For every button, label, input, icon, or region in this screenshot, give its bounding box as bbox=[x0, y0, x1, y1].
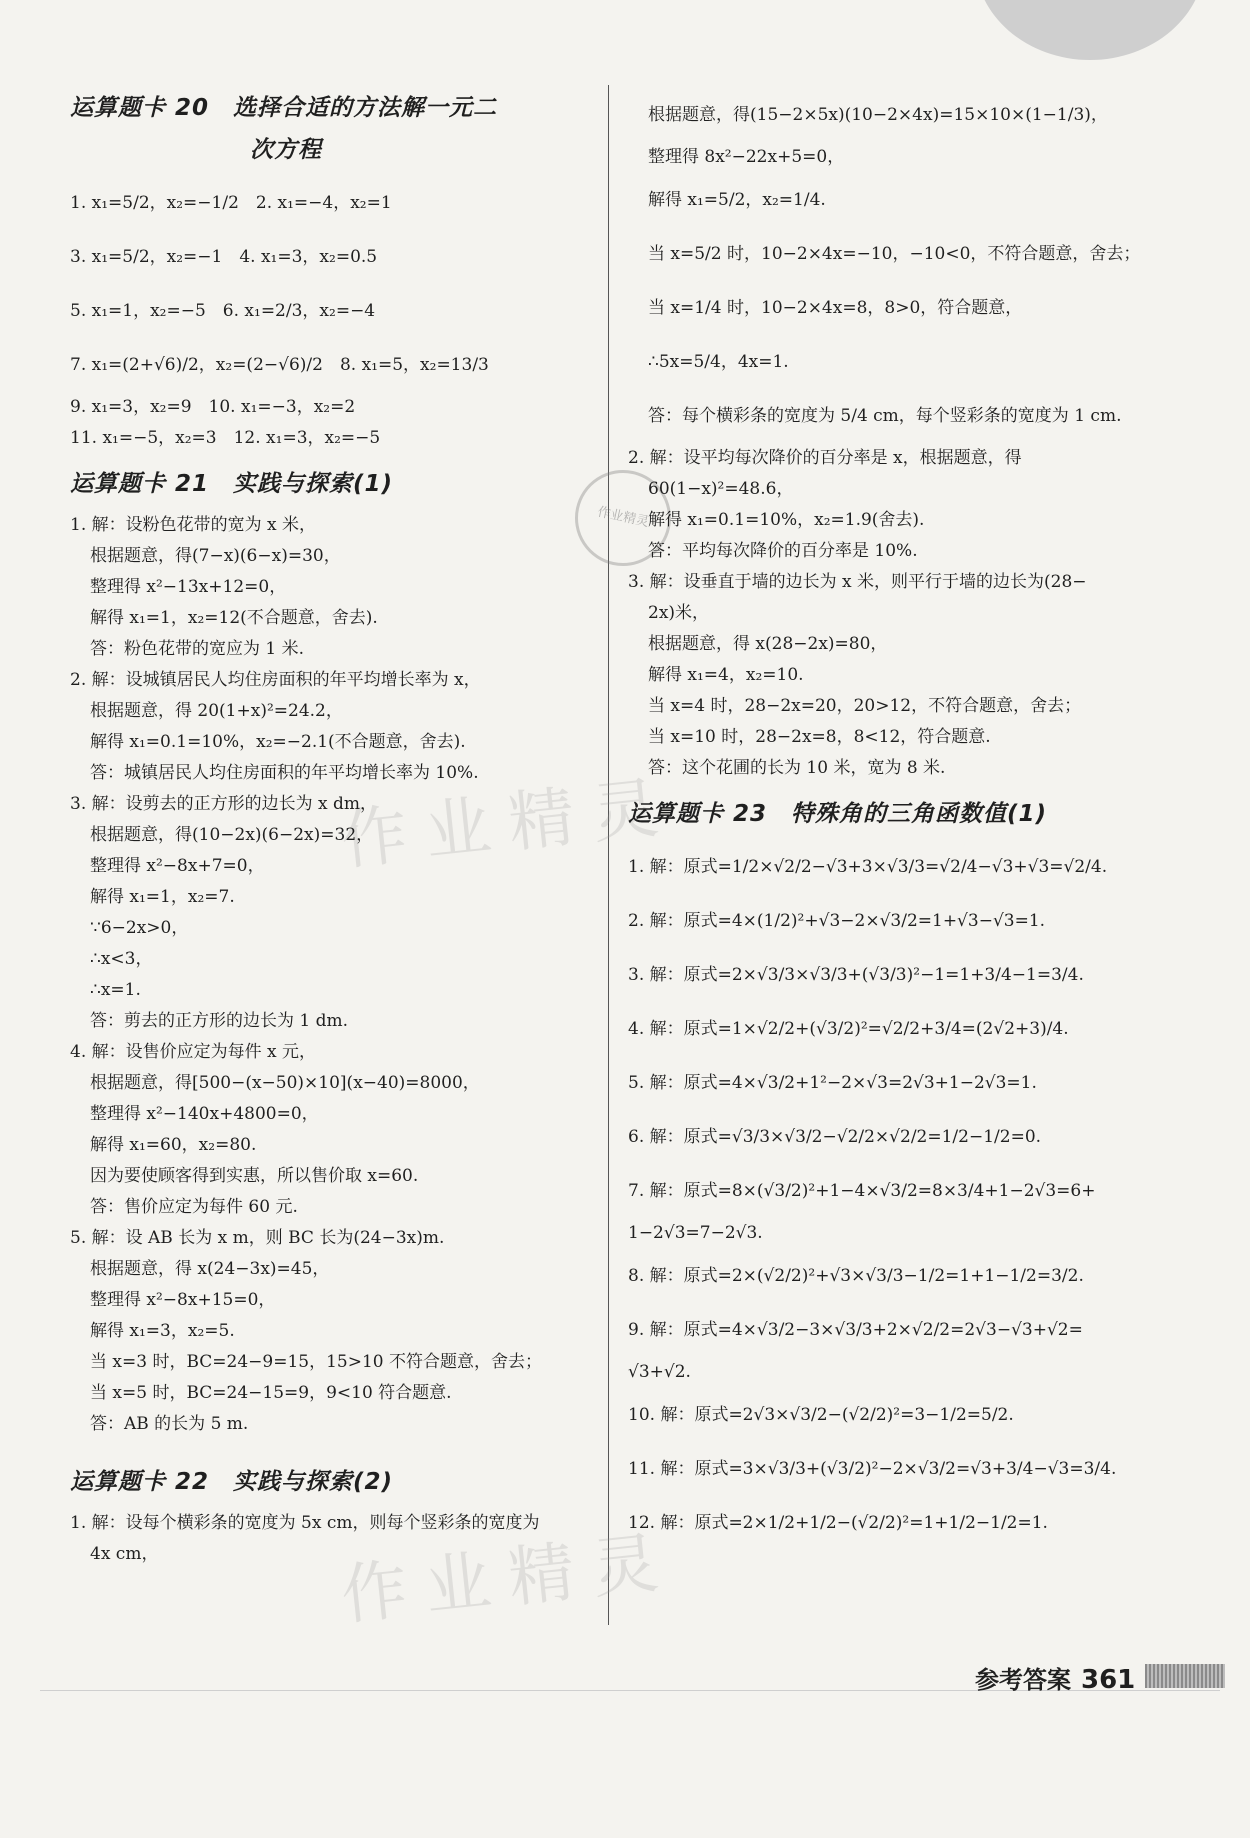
footer-label bbox=[975, 1660, 1135, 1695]
answer-line: 60(1−x)²=48.6， bbox=[648, 479, 794, 499]
answer-line: 9. x₁=3，x₂=9 10. x₁=−3，x₂=2 bbox=[70, 397, 356, 417]
left-column bbox=[70, 88, 600, 1570]
answer-line: 1. 解：原式=1/2×√2/2−√3+3×√3/3=√2/4−√3+√3=√2/4. bbox=[628, 857, 1108, 877]
answer-list-23 bbox=[628, 840, 1208, 1550]
answer-line: 解得 x₁=0.1=10%，x₂=−2.1(不合题意，舍去). bbox=[90, 732, 466, 752]
answer-line: 2. 解：设城镇居民人均住房面积的年平均增长率为 x， bbox=[70, 670, 481, 690]
answer-line: 当 x=3 时，BC=24−9=15，15>10 不符合题意，舍去； bbox=[90, 1352, 542, 1372]
answer-line: 因为要使顾客得到实惠，所以售价取 x=60. bbox=[90, 1166, 419, 1186]
answer-line: 答：这个花圃的长为 10 米，宽为 8 米. bbox=[648, 758, 946, 778]
answer-line: 根据题意，得 x(28−2x)=80， bbox=[648, 634, 888, 654]
answer-line: 整理得 x²−8x+7=0， bbox=[90, 856, 265, 876]
answer-line: 1. 解：设粉色花带的宽为 x 米， bbox=[70, 515, 317, 535]
answer-line: 根据题意，得(15−2×5x)(10−2×4x)=15×10×(1−1/3)， bbox=[648, 105, 1108, 125]
answer-line: 答：剪去的正方形的边长为 1 dm. bbox=[90, 1011, 349, 1031]
answer-line: 当 x=5/2 时，10−2×4x=−10，−10<0，不符合题意，舍去； bbox=[648, 244, 1141, 264]
answer-line: 当 x=5 时，BC=24−15=9，9<10 符合题意. bbox=[90, 1383, 452, 1403]
column-divider bbox=[608, 85, 609, 1625]
answer-line: 答：售价应定为每件 60 元. bbox=[90, 1197, 298, 1217]
answer-line: 当 x=10 时，28−2x=8，8<12，符合题意. bbox=[648, 727, 991, 747]
answer-line: 根据题意，得 x(24−3x)=45， bbox=[90, 1259, 330, 1279]
section-title-text: 运算题卡 20 选择合适的方法解一元二 bbox=[70, 95, 498, 121]
answer-line: 3. 解：设剪去的正方形的边长为 x dm， bbox=[70, 794, 378, 814]
answer-line: ∴5x=5/4，4x=1. bbox=[648, 352, 789, 372]
answer-line: 12. 解：原式=2×1/2+1/2−(√2/2)²=1+1/2−1/2=1. bbox=[628, 1513, 1048, 1533]
answer-line: 2. 解：原式=4×(1/2)²+√3−2×√3/2=1+√3−√3=1. bbox=[628, 911, 1046, 931]
answer-line: 根据题意，得(10−2x)(6−2x)=32， bbox=[90, 825, 374, 845]
answer-line: 答：粉色花带的宽应为 1 米. bbox=[90, 639, 305, 659]
answer-line: 解得 x₁=5/2，x₂=1/4. bbox=[648, 190, 826, 210]
section-title-20 bbox=[70, 92, 600, 166]
answer-line: 当 x=4 时，28−2x=20，20>12，不符合题意，舍去； bbox=[648, 696, 1082, 716]
answer-line: 11. 解：原式=3×√3/3+(√3/2)²−2×√3/2=√3+3/4−√3=3/4. bbox=[628, 1459, 1117, 1479]
answer-line: 11. x₁=−5，x₂=3 12. x₁=3，x₂=−5 bbox=[70, 428, 381, 448]
answer-line: 根据题意，得 20(1+x)²=24.2， bbox=[90, 701, 343, 721]
answer-line: 8. 解：原式=2×(√2/2)²+√3×√3/3−1/2=1+1−1/2=3/2. bbox=[628, 1266, 1084, 1286]
section-title-23: 运算题卡 23 特殊角的三角函数值(1) bbox=[628, 801, 1048, 827]
answer-line: 7. 解：原式=8×(√3/2)²+1−4×√3/2=8×3/4+1−2√3=6+ bbox=[628, 1181, 1096, 1201]
footer-label-text: 参考答案 bbox=[975, 1666, 1071, 1694]
answer-line: 解得 x₁=4，x₂=10. bbox=[648, 665, 804, 685]
answer-line: 答：每个横彩条的宽度为 5/4 cm，每个竖彩条的宽度为 1 cm. bbox=[648, 406, 1122, 426]
watermark-text: 作业精灵 bbox=[337, 1522, 680, 1635]
watermark-stamp: 作业精灵 bbox=[566, 461, 680, 575]
answer-line: 3. 解：原式=2×√3/3×√3/3+(√3/3)²−1=1+3/4−1=3/4. bbox=[628, 965, 1084, 985]
corner-decoration bbox=[975, 0, 1205, 60]
answer-line: 解得 x₁=1，x₂=7. bbox=[90, 887, 235, 907]
answer-line: 2x)米， bbox=[648, 603, 710, 623]
answer-line: 1. 解：设每个横彩条的宽度为 5x cm，则每个竖彩条的宽度为 bbox=[70, 1513, 540, 1533]
answer-line: 1. x₁=5/2，x₂=−1/2 2. x₁=−4，x₂=1 bbox=[70, 193, 392, 213]
answer-line: 解得 x₁=3，x₂=5. bbox=[90, 1321, 235, 1341]
answer-line: 9. 解：原式=4×√3/2−3×√3/3+2×√2/2=2√3−√3+√2= bbox=[628, 1320, 1083, 1340]
answer-line: 答：城镇居民人均住房面积的年平均增长率为 10%. bbox=[90, 763, 479, 783]
answer-line: 10. 解：原式=2√3×√3/2−(√2/2)²=3−1/2=5/2. bbox=[628, 1405, 1014, 1425]
answer-line: 1−2√3=7−2√3. bbox=[628, 1223, 763, 1243]
answer-line: 整理得 x²−140x+4800=0， bbox=[90, 1104, 319, 1124]
answer-line: 答：AB 的长为 5 m. bbox=[90, 1414, 249, 1434]
answer-line: 根据题意，得(7−x)(6−x)=30， bbox=[90, 546, 341, 566]
answer-line: ∴x=1. bbox=[90, 980, 141, 1000]
answer-line: 解得 x₁=60，x₂=80. bbox=[90, 1135, 257, 1155]
answer-line: 解得 x₁=1，x₂=12(不合题意，舍去). bbox=[90, 608, 378, 628]
answer-line: 整理得 8x²−22x+5=0， bbox=[648, 147, 845, 167]
section-title-22: 运算题卡 22 实践与探索(2) bbox=[70, 1469, 394, 1495]
answer-line: 6. 解：原式=√3/3×√3/2−√2/2×√2/2=1/2−1/2=0. bbox=[628, 1127, 1042, 1147]
answer-line: √3+√2. bbox=[628, 1362, 691, 1382]
answer-line: 5. x₁=1，x₂=−5 6. x₁=2/3，x₂=−4 bbox=[70, 301, 376, 321]
answer-line: 当 x=1/4 时，10−2×4x=8，8>0，符合题意， bbox=[648, 298, 1023, 318]
watermark-text: 作业精灵 bbox=[337, 767, 680, 880]
answer-list-22-cont bbox=[628, 88, 1208, 784]
section-title-21: 运算题卡 21 实践与探索(1) bbox=[70, 471, 394, 497]
footer-bar bbox=[1145, 1664, 1225, 1688]
answer-line: 4. 解：原式=1×√2/2+(√3/2)²=√2/2+3/4=(2√2+3)/4. bbox=[628, 1019, 1069, 1039]
answer-line: 5. 解：原式=4×√3/2+1²−2×√3=2√3+1−2√3=1. bbox=[628, 1073, 1037, 1093]
answer-line: 整理得 x²−8x+15=0， bbox=[90, 1290, 276, 1310]
answer-line: 3. 解：设垂直于墙的边长为 x 米，则平行于墙的边长为(28− bbox=[628, 572, 1087, 592]
answer-line: 根据题意，得[500−(x−50)×10](x−40)=8000， bbox=[90, 1073, 480, 1093]
answer-line: 3. x₁=5/2，x₂=−1 4. x₁=3，x₂=0.5 bbox=[70, 247, 378, 267]
answer-line: 7. x₁=(2+√6)/2，x₂=(2−√6)/2 8. x₁=5，x₂=13/3 bbox=[70, 355, 489, 375]
answer-line: ∵6−2x>0， bbox=[90, 918, 189, 938]
answer-list-22 bbox=[70, 1508, 600, 1570]
page-number: 361 bbox=[1081, 1665, 1136, 1695]
answer-line: ∴x<3， bbox=[90, 949, 153, 969]
answer-line: 2. 解：设平均每次降价的百分率是 x，根据题意，得 bbox=[628, 448, 1022, 468]
answer-line: 解得 x₁=0.1=10%，x₂=1.9(舍去). bbox=[648, 510, 925, 530]
answer-line: 整理得 x²−13x+12=0， bbox=[90, 577, 287, 597]
section-title-text: 次方程 bbox=[250, 137, 322, 163]
answer-line: 4x cm， bbox=[90, 1544, 159, 1564]
answer-line: 答：平均每次降价的百分率是 10%. bbox=[648, 541, 918, 561]
answer-list-21 bbox=[70, 510, 600, 1440]
right-column bbox=[628, 88, 1208, 1550]
answer-line: 4. 解：设售价应定为每件 x 元， bbox=[70, 1042, 317, 1062]
answer-list-20 bbox=[70, 176, 600, 454]
answer-line: 5. 解：设 AB 长为 x m，则 BC 长为(24−3x)m. bbox=[70, 1228, 445, 1248]
